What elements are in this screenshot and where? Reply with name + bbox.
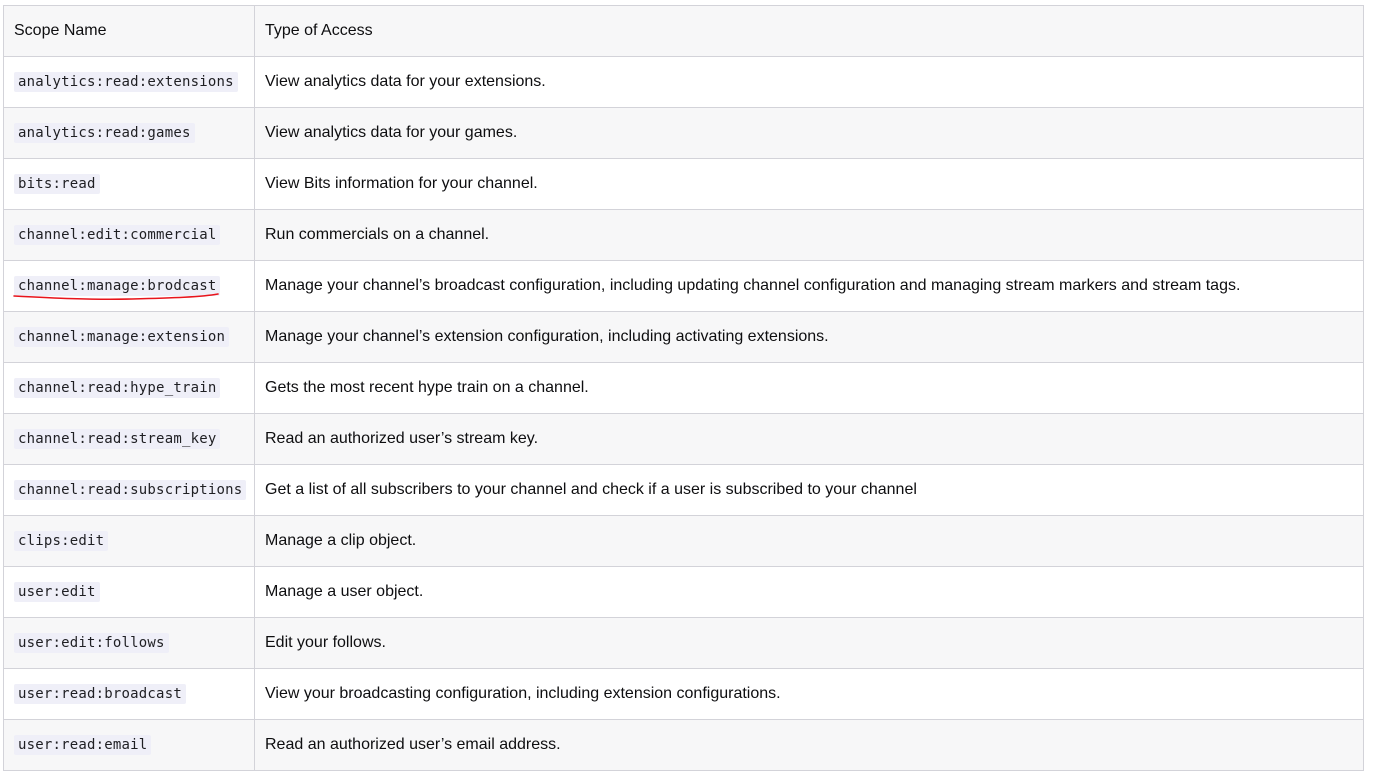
access-cell: Manage your channel’s extension configuration, including activating extensions. [255,312,1364,363]
table-row [4,720,1364,771]
scope-cell [4,363,255,414]
scope-name-code: analytics:read:games [14,123,195,143]
scope-name-code: user:edit:follows [14,633,169,653]
scope-name-code: user:edit [14,582,100,602]
table-row [4,567,1364,618]
scope-cell [4,159,255,210]
table-header-row [4,6,1364,57]
access-cell: View analytics data for your games. [255,108,1364,159]
scope-name-code: bits:read [14,174,100,194]
scope-cell [4,567,255,618]
access-cell: View Bits information for your channel. [255,159,1364,210]
scope-name-code: user:read:email [14,735,151,755]
access-cell: View your broadcasting configuration, including extension configurations. [255,669,1364,720]
scope-cell [4,312,255,363]
scope-cell [4,669,255,720]
table-row [4,108,1364,159]
table-row [4,363,1364,414]
access-cell: Read an authorized user’s stream key. [255,414,1364,465]
access-cell: Read an authorized user’s email address. [255,720,1364,771]
header-scope-name: Scope Name [4,6,255,57]
table-row [4,516,1364,567]
access-cell: View analytics data for your extensions. [255,57,1364,108]
table-row [4,210,1364,261]
table-row [4,312,1364,363]
highlighted-scope [14,277,220,295]
access-cell: Run commercials on a channel. [255,210,1364,261]
access-cell: Edit your follows. [255,618,1364,669]
access-cell: Manage a user object. [255,567,1364,618]
table-row [4,159,1364,210]
scope-cell [4,108,255,159]
scope-cell [4,720,255,771]
access-cell: Gets the most recent hype train on a channel. [255,363,1364,414]
table-row [4,261,1364,312]
scope-name-code: channel:read:stream_key [14,429,220,449]
red-underline-annotation [12,293,222,303]
access-cell: Manage a clip object. [255,516,1364,567]
scope-name-code: clips:edit [14,531,108,551]
scope-name-code: channel:read:subscriptions [14,480,246,500]
scope-name-code: channel:read:hype_train [14,378,220,398]
scope-name-code: channel:manage:extension [14,327,229,347]
scope-cell [4,516,255,567]
access-cell: Manage your channel’s broadcast configuration, including updating channel configuration and managing stream markers and stream tags. [255,261,1364,312]
table-row [4,669,1364,720]
table-row [4,414,1364,465]
table-row [4,57,1364,108]
access-cell: Get a list of all subscribers to your channel and check if a user is subscribed to your channel [255,465,1364,516]
table-row [4,465,1364,516]
table-row [4,618,1364,669]
scope-cell [4,261,255,312]
scope-cell [4,465,255,516]
scope-name-code: channel:manage:brodcast [14,276,220,296]
scope-name-code: channel:edit:commercial [14,225,220,245]
scope-name-code: analytics:read:extensions [14,72,238,92]
scope-cell [4,210,255,261]
header-type-of-access: Type of Access [255,6,1364,57]
scope-cell [4,414,255,465]
scopes-table [3,5,1364,771]
scope-cell [4,618,255,669]
scope-name-code: user:read:broadcast [14,684,186,704]
scope-cell [4,57,255,108]
